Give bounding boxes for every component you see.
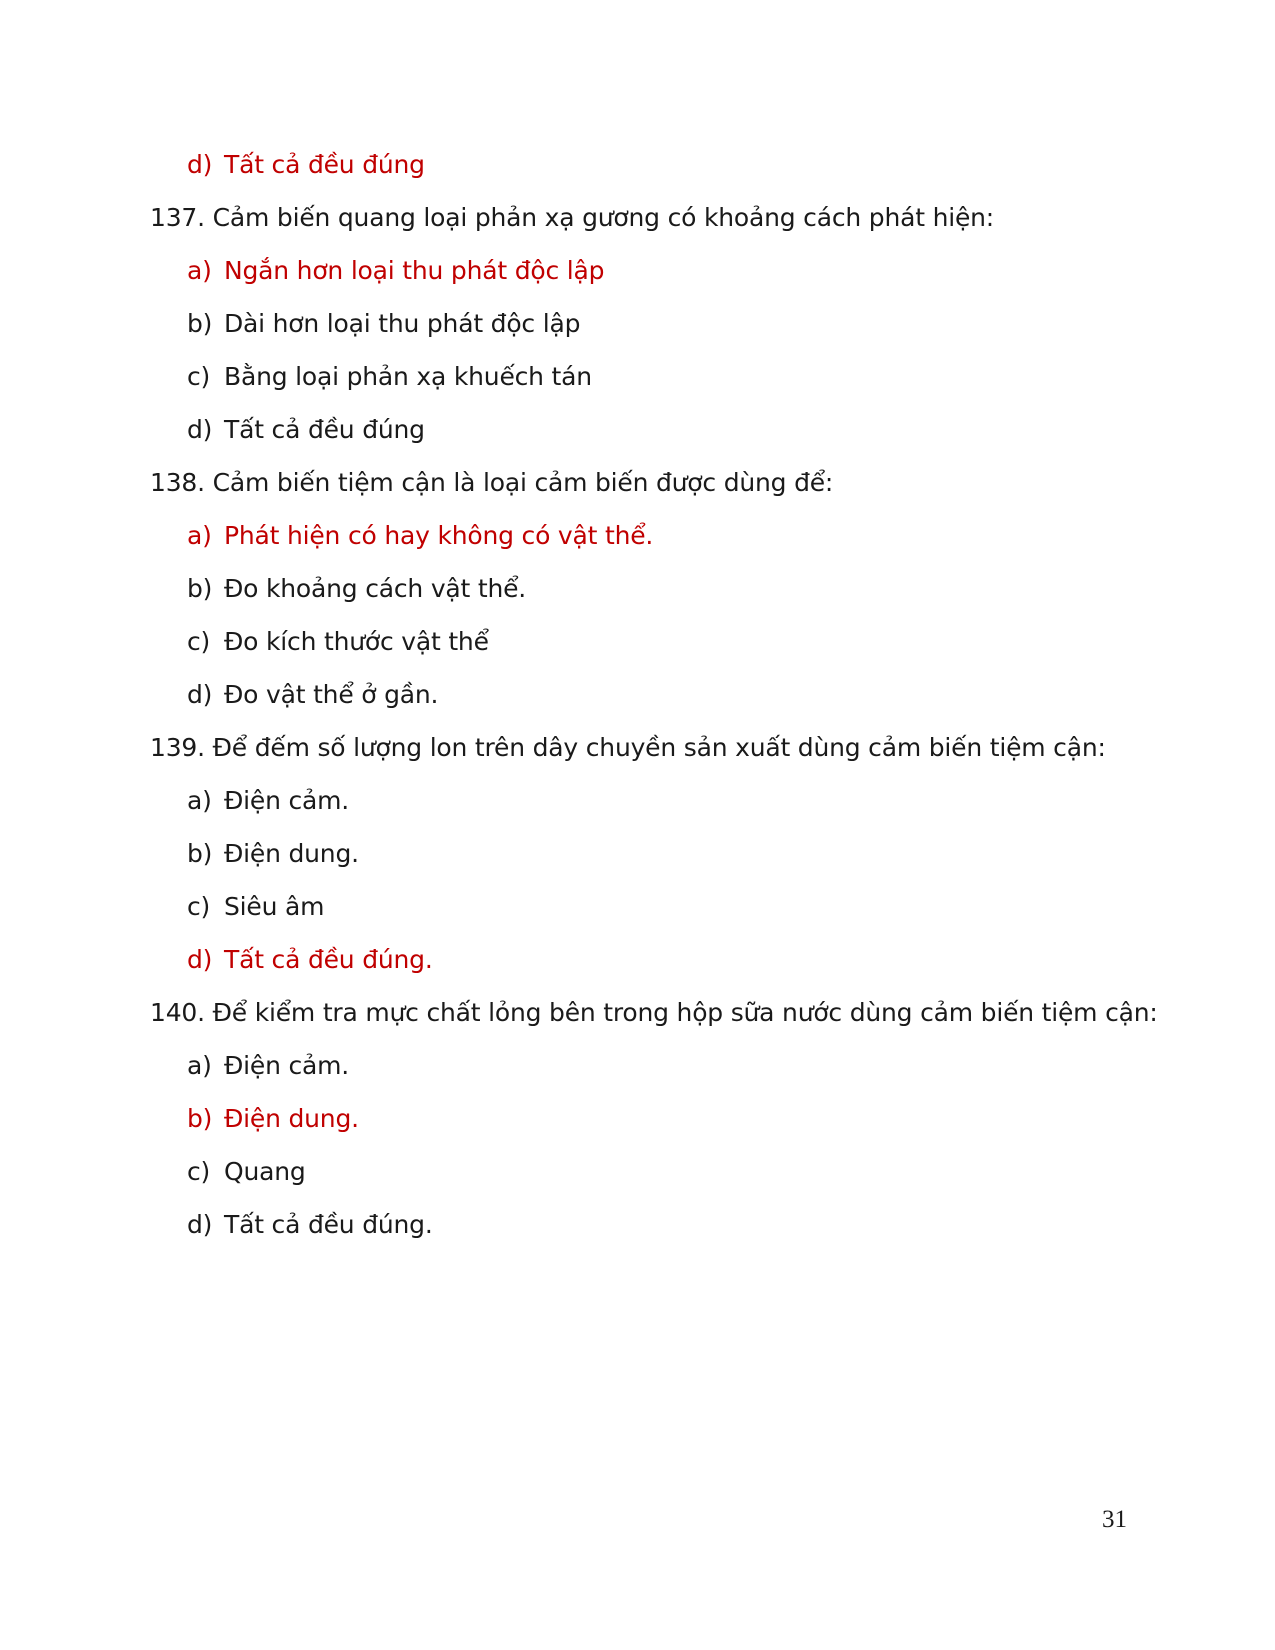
option-letter: d) [187,150,213,179]
option-letter: c) [187,362,211,391]
option-text: Điện cảm. [224,1051,350,1080]
option-letter: a) [187,1051,212,1080]
option-letter: d) [187,945,213,974]
option-text: Quang [224,1157,306,1186]
option-text: Dài hơn loại thu phát độc lập [224,309,581,338]
option-text: Phát hiện có hay không có vật thể. [224,521,654,550]
option-text: Siêu âm [224,892,325,921]
option-text: Đo kích thước vật thể [224,627,489,656]
option-letter: c) [187,892,211,921]
option-letter: b) [187,1104,213,1133]
option-text: Tất cả đều đúng [224,415,425,444]
option-text: Bằng loại phản xạ khuếch tán [224,362,592,391]
question-140-option-d [187,1210,433,1240]
question-138-option-a [187,521,653,551]
question-140-option-a [187,1051,349,1081]
prev-question-option-d [187,150,425,180]
option-letter: a) [187,521,212,550]
question-140-option-b [187,1104,359,1134]
question-138-option-c [187,627,489,657]
option-text: Tất cả đều đúng. [224,1210,433,1239]
option-letter: b) [187,574,213,603]
question-138-option-b [187,574,526,604]
option-letter: d) [187,1210,213,1239]
option-text: Điện dung. [224,839,359,868]
option-text: Điện cảm. [224,786,350,815]
option-letter: b) [187,309,213,338]
option-text: Tất cả đều đúng. [224,945,433,974]
option-text: Đo vật thể ở gần. [224,680,439,709]
question-number: 138. [150,468,205,497]
question-137-option-c [187,362,592,392]
question-140 [150,998,1158,1028]
option-letter: c) [187,1157,211,1186]
question-139-option-c [187,892,324,922]
option-letter: a) [187,256,212,285]
option-text: Đo khoảng cách vật thể. [224,574,527,603]
question-138 [150,468,833,498]
option-letter: d) [187,680,213,709]
question-140-option-c [187,1157,306,1187]
option-text: Tất cả đều đúng [224,150,425,179]
option-letter: a) [187,786,212,815]
question-text: Cảm biến quang loại phản xạ gương có khoảng cách phát hiện: [212,203,995,232]
question-number: 139. [150,733,205,762]
question-137-option-d [187,415,425,445]
question-138-option-d [187,680,438,710]
question-139 [150,733,1106,763]
question-number: 137. [150,203,205,232]
question-137-option-b [187,309,580,339]
question-139-option-b [187,839,359,869]
option-text: Ngắn hơn loại thu phát độc lập [224,256,605,285]
question-137-option-a [187,256,604,286]
question-text: Cảm biến tiệm cận là loại cảm biến được dùng để: [212,468,834,497]
option-text: Điện dung. [224,1104,359,1133]
option-letter: b) [187,839,213,868]
question-text: Để đếm số lượng lon trên dây chuyền sản xuất dùng cảm biến tiệm cận: [212,733,1106,762]
option-letter: d) [187,415,213,444]
question-137 [150,203,994,233]
question-text: Để kiểm tra mực chất lỏng bên trong hộp sữa nước dùng cảm biến tiệm cận: [212,998,1158,1027]
question-number: 140. [150,998,205,1027]
question-139-option-d [187,945,433,975]
option-letter: c) [187,627,211,656]
page-number: 31 [1102,1506,1127,1533]
question-139-option-a [187,786,349,816]
